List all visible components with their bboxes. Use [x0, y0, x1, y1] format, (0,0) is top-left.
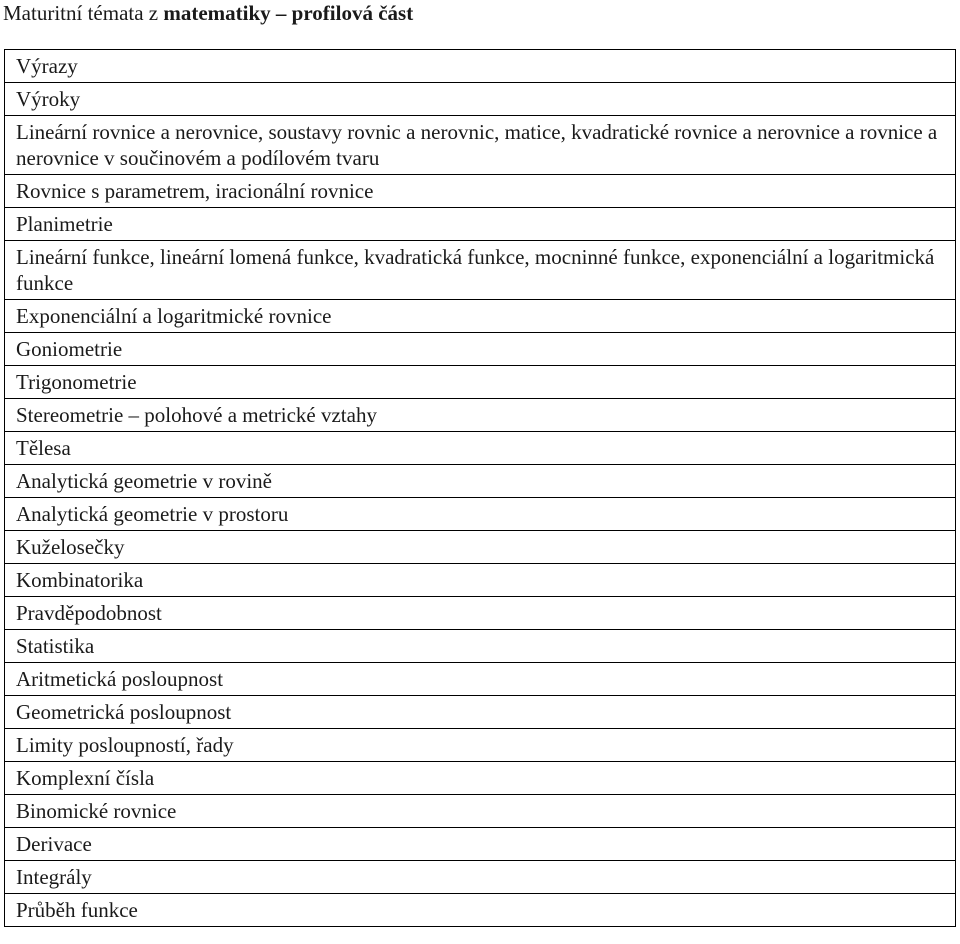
topic-cell: Integrály — [5, 861, 956, 894]
topic-cell: Analytická geometrie v prostoru — [5, 498, 956, 531]
table-row — [5, 531, 956, 564]
topics-table — [4, 49, 956, 927]
table-row — [5, 50, 956, 83]
table-row — [5, 399, 956, 432]
table-row — [5, 300, 956, 333]
topic-cell: Průběh funkce — [5, 894, 956, 927]
topic-cell: Aritmetická posloupnost — [5, 663, 956, 696]
topic-cell: Goniometrie — [5, 333, 956, 366]
topic-cell: Analytická geometrie v rovině — [5, 465, 956, 498]
topic-cell: Trigonometrie — [5, 366, 956, 399]
table-row — [5, 116, 956, 175]
table-row — [5, 696, 956, 729]
topic-cell: Komplexní čísla — [5, 762, 956, 795]
topic-cell: Binomické rovnice — [5, 795, 956, 828]
table-row — [5, 175, 956, 208]
document-title — [3, 0, 413, 26]
topic-cell: Kuželosečky — [5, 531, 956, 564]
table-row — [5, 828, 956, 861]
topic-cell: Statistika — [5, 630, 956, 663]
topic-cell: Exponenciální a logaritmické rovnice — [5, 300, 956, 333]
table-row — [5, 432, 956, 465]
table-row — [5, 795, 956, 828]
topic-cell: Limity posloupností, řady — [5, 729, 956, 762]
topic-cell: Stereometrie – polohové a metrické vztahy — [5, 399, 956, 432]
topic-cell: Kombinatorika — [5, 564, 956, 597]
table-row — [5, 729, 956, 762]
table-row — [5, 498, 956, 531]
topic-cell: Lineární funkce, lineární lomená funkce, kvadratická funkce, mocninné funkce, exponenciální a logaritmická funkce — [5, 241, 956, 300]
table-row — [5, 208, 956, 241]
document-title-bold: matematiky – profilová část — [163, 1, 414, 25]
table-row — [5, 564, 956, 597]
topic-cell: Lineární rovnice a nerovnice, soustavy rovnic a nerovnic, matice, kvadratické rovnice a nerovnice a rovnice a nerovnice v součinovém a podílovém tvaru — [5, 116, 956, 175]
table-row — [5, 630, 956, 663]
document-title-prefix: Maturitní témata z — [3, 1, 164, 25]
table-row — [5, 861, 956, 894]
topic-cell: Derivace — [5, 828, 956, 861]
topic-cell: Výrazy — [5, 50, 956, 83]
table-row — [5, 333, 956, 366]
table-row — [5, 241, 956, 300]
topic-cell: Tělesa — [5, 432, 956, 465]
topic-cell: Výroky — [5, 83, 956, 116]
table-row — [5, 597, 956, 630]
table-row — [5, 894, 956, 927]
table-row — [5, 465, 956, 498]
topic-cell: Planimetrie — [5, 208, 956, 241]
topic-cell: Geometrická posloupnost — [5, 696, 956, 729]
table-row — [5, 762, 956, 795]
table-row — [5, 663, 956, 696]
table-row — [5, 366, 956, 399]
topic-cell: Rovnice s parametrem, iracionální rovnice — [5, 175, 956, 208]
topic-cell: Pravděpodobnost — [5, 597, 956, 630]
table-row — [5, 83, 956, 116]
